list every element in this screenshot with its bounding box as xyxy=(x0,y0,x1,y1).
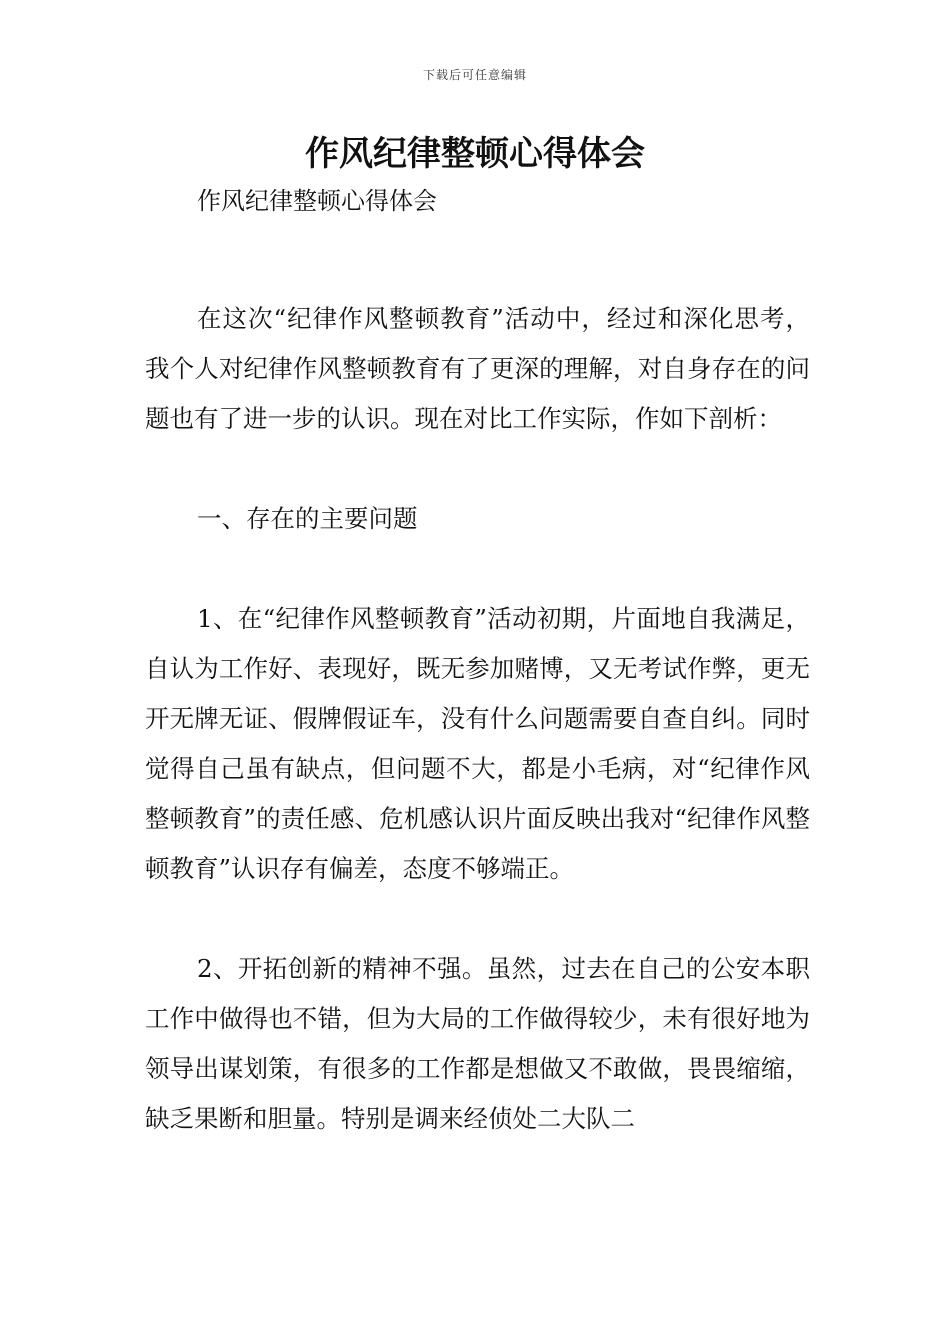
document-title: 作风纪律整顿心得体会 xyxy=(305,134,645,174)
intro-paragraph: 在这次“纪律作风整顿教育”活动中，经过和深化思考，我个人对纪律作风整顿教育有了更深的理解，对自身存在的问题也有了进一步的认识。现在对比工作实际，作如下剖析： xyxy=(145,304,810,433)
issue-paragraph-1: 1、在“纪律作风整顿教育”活动初期，片面地自我满足，自认为工作好、表现好，既无参加赌博，又无考试作弊，更无开无牌无证、假牌假证车，没有什么问题需要自查自纠。同时觉得自己虽有缺点，但问题不大，都是小毛病，对“纪律作风整顿教育”的责任感、危机感认识片面反映出我对“纪律作风整顿教育”认识存有偏差，态度不够端正。 xyxy=(145,604,810,883)
issue-paragraph-2: 2、开拓创新的精神不强。虽然，过去在自己的公安本职工作中做得也不错，但为大局的工作做得较少，未有很好地为领导出谋划策，有很多的工作都是想做又不敢做，畏畏缩缩，缺乏果断和胆量。特别是调来经侦处二大队二 xyxy=(145,954,810,1133)
header-note: 下载后可任意编辑 xyxy=(422,68,527,82)
document-subtitle: 作风纪律整顿心得体会 xyxy=(197,187,437,215)
section-heading: 一、存在的主要问题 xyxy=(197,504,418,533)
document-body xyxy=(145,180,810,1144)
